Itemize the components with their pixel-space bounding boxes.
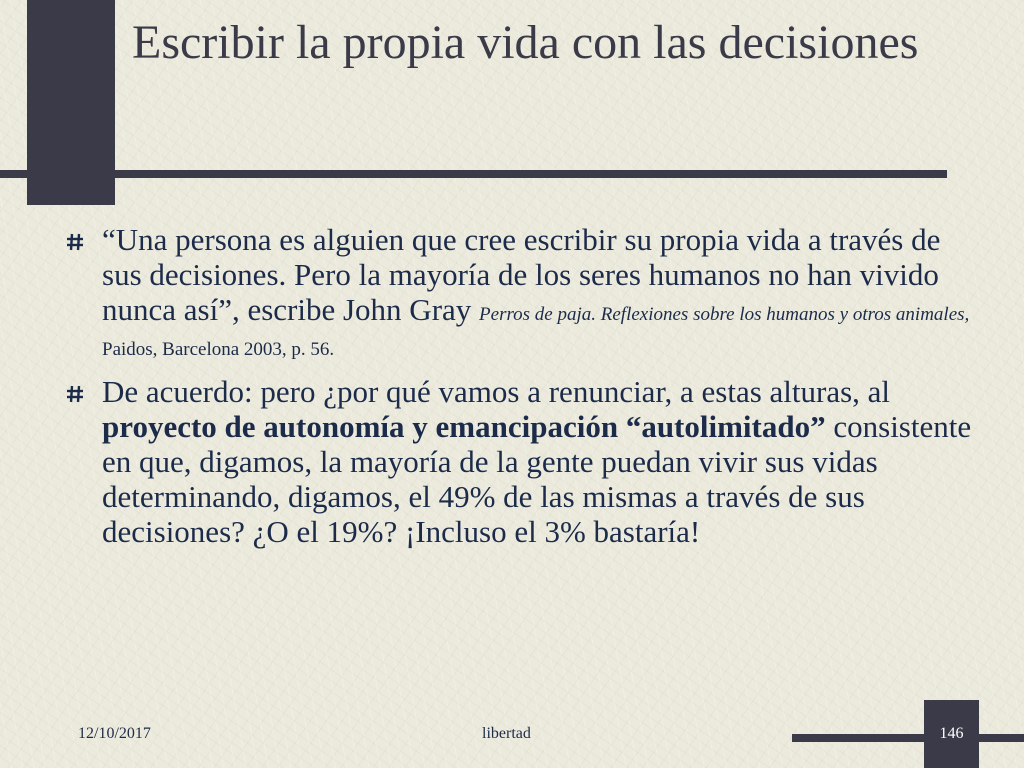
quote-text: “Una persona es alguien que cree escribir su propia vida a través de sus decisiones. Pero la mayoría de los seres humanos no han vivido nunca así”, escribe John Gray bbox=[102, 222, 941, 327]
footer-date: 12/10/2017 bbox=[78, 725, 151, 742]
footer-topic: libertad bbox=[482, 725, 531, 742]
citation-title: Perros de paja. Reflexiones sobre los humanos y otros animales, bbox=[479, 304, 970, 325]
citation-details: Paidos, Barcelona 2003, p. 56. bbox=[102, 339, 335, 360]
sharp-bullet-icon bbox=[66, 233, 84, 251]
slide-content bbox=[62, 222, 982, 549]
slide-number: 146 bbox=[939, 725, 964, 742]
bullet-bold-phrase: proyecto de autonomía y emancipación “autolimitado” bbox=[102, 409, 826, 444]
bullet-text-end: consistente en que, digamos, la mayoría de la gente puedan vivir sus vidas determinando, digamos, el 49% de las mismas a través de sus decisiones? ¿O el 19%? ¡Incluso el 3% bastaría! bbox=[102, 409, 972, 549]
sharp-bullet-icon bbox=[66, 385, 84, 403]
bullet-item bbox=[62, 374, 982, 549]
footer-accent-line bbox=[792, 734, 1024, 742]
title-underline-bar bbox=[0, 170, 947, 178]
bullet-text-start: De acuerdo: pero ¿por qué vamos a renunciar, a estas alturas, al bbox=[102, 374, 891, 409]
slide-title: Escribir la propia vida con las decisiones bbox=[132, 16, 919, 69]
bullet-item bbox=[62, 222, 982, 362]
